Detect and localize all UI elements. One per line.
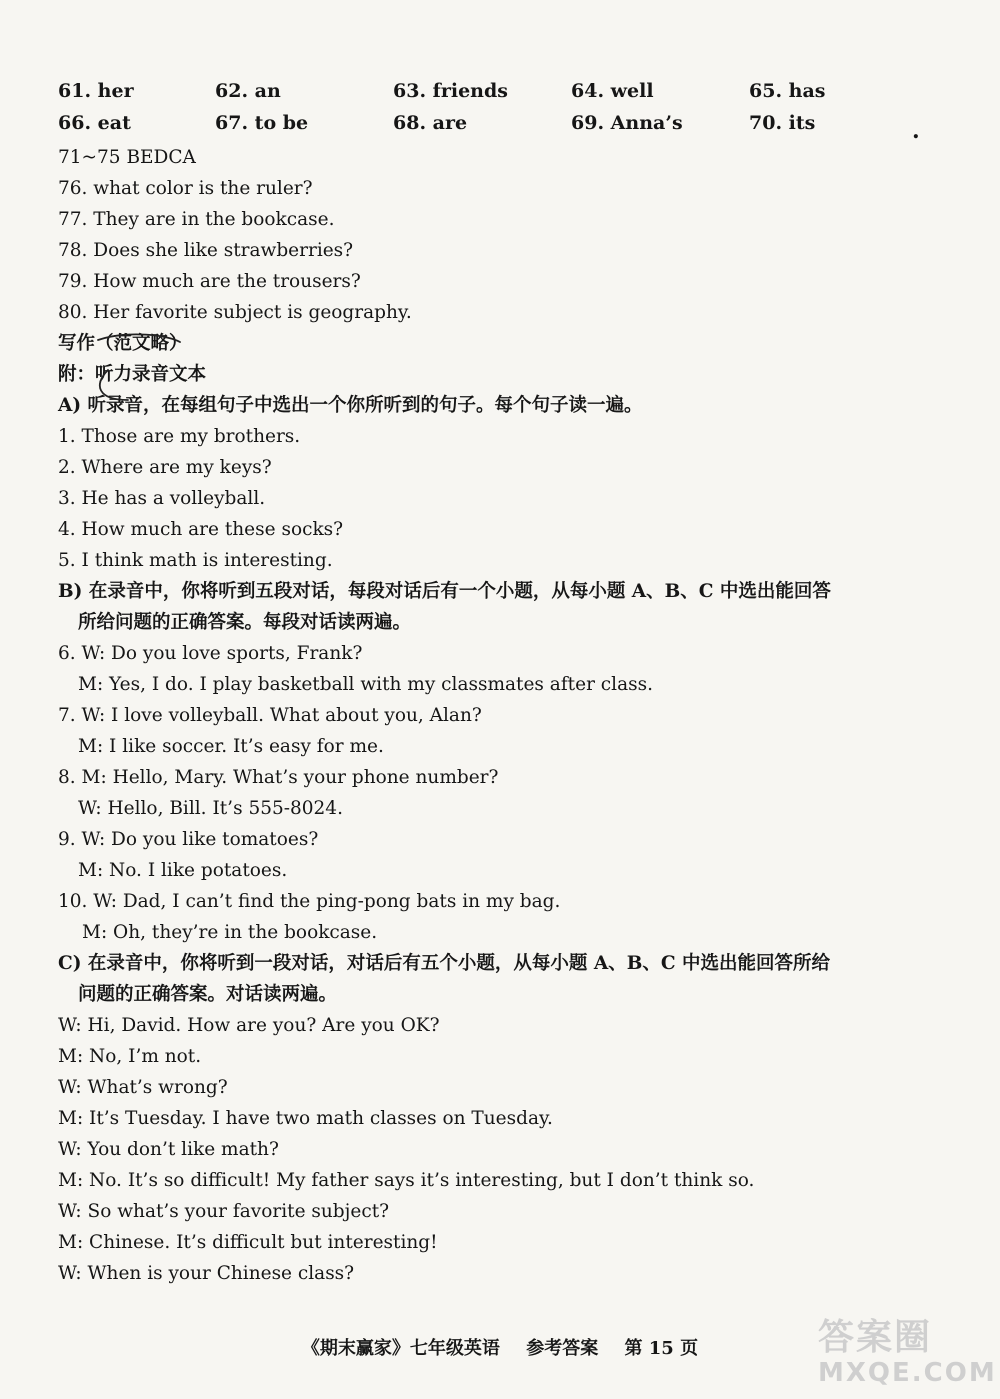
watermark-url: MXQE.COM	[818, 1358, 997, 1388]
instruction-line: C) 在录音中，你将听到一段对话，对话后有五个小题，从每小题 A、B、C 中选出能回答所给	[58, 953, 831, 974]
trailing-dot: .	[912, 118, 920, 144]
answer-item: 65. has	[749, 80, 826, 102]
text-line: M: No, I’m not.	[58, 1046, 202, 1067]
answer-item: 68. are	[393, 112, 468, 134]
text-line: 2. Where are my keys?	[58, 457, 272, 478]
text-line: 1. Those are my brothers.	[58, 426, 301, 447]
answer-item: 64. well	[571, 80, 654, 102]
text-line: M: Chinese. It’s difficult but interesting!	[58, 1232, 438, 1253]
answer-item: 67. to be	[215, 112, 309, 134]
answer-lines	[58, 142, 958, 1289]
instruction-line: A) 听录音，在每组句子中选出一个你所听到的句子。每个句子读一遍。	[58, 395, 643, 416]
footer-section: 参考答案	[526, 1338, 599, 1359]
text-line: M: Yes, I do. I play basketball with my classmates after class.	[78, 674, 653, 695]
answer-item: 61. her	[58, 80, 134, 102]
text-line: 80. Her favorite subject is geography.	[58, 302, 412, 323]
text-line: 9. W: Do you like tomatoes?	[58, 829, 319, 850]
text-line: W: You don’t like math?	[58, 1139, 279, 1160]
instruction-line: 附：听力录音文本	[58, 364, 207, 385]
text-line: W: Hello, Bill. It’s 555-8024.	[78, 798, 343, 819]
text-line: 4. How much are these socks?	[58, 519, 344, 540]
text-line: 77. They are in the bookcase.	[58, 209, 335, 230]
text-line: M: No. It’s so difficult! My father says it’s interesting, but I don’t think so.	[58, 1170, 755, 1191]
text-line: W: Hi, David. How are you? Are you OK?	[58, 1015, 440, 1036]
text-line: M: Oh, they’re in the bookcase.	[82, 922, 378, 943]
text-line: 3. He has a volleyball.	[58, 488, 266, 509]
text-line: W: So what’s your favorite subject?	[58, 1201, 390, 1222]
text-line: M: It’s Tuesday. I have two math classes on Tuesday.	[58, 1108, 553, 1129]
text-line: 79. How much are the trousers?	[58, 271, 361, 292]
text-line: 10. W: Dad, I can’t find the ping-pong bats in my bag.	[58, 891, 561, 912]
instruction-line: B) 在录音中，你将听到五段对话，每段对话后有一个小题，从每小题 A、B、C 中选出能回答	[58, 581, 831, 602]
text-line: M: I like soccer. It’s easy for me.	[78, 736, 384, 757]
text-line: 6. W: Do you love sports, Frank?	[58, 643, 363, 664]
text-line: 8. M: Hello, Mary. What’s your phone number?	[58, 767, 499, 788]
watermark-logo-text: 答案圈	[818, 1317, 933, 1358]
footer-book-title: 《期末赢家》七年级英语	[301, 1338, 500, 1359]
text-line: 78. Does she like strawberries?	[58, 240, 354, 261]
instruction-line: 问题的正确答案。对话读两遍。	[78, 984, 338, 1005]
footer-page-number: 第 15 页	[624, 1338, 699, 1359]
answer-item: 70. its	[749, 112, 816, 134]
answer-item: 63. friends	[393, 80, 508, 102]
text-line: 71~75 BEDCA	[58, 147, 196, 168]
instruction-line: 所给问题的正确答案。每段对话读两遍。	[78, 612, 412, 633]
text-line: W: What’s wrong?	[58, 1077, 228, 1098]
answer-grid	[58, 78, 938, 136]
text-line: W: When is your Chinese class?	[58, 1263, 355, 1284]
text-line: 5. I think math is interesting.	[58, 550, 333, 571]
answer-item: 69. Anna’s	[571, 112, 683, 134]
instruction-line: 写作（范文略）	[58, 333, 188, 354]
answer-item: 66. eat	[58, 112, 131, 134]
site-watermark	[818, 1318, 996, 1398]
answer-item: 62. an	[215, 80, 281, 102]
text-line: 76. what color is the ruler?	[58, 178, 313, 199]
text-line: M: No. I like potatoes.	[78, 860, 288, 881]
text-line: 7. W: I love volleyball. What about you, Alan?	[58, 705, 482, 726]
